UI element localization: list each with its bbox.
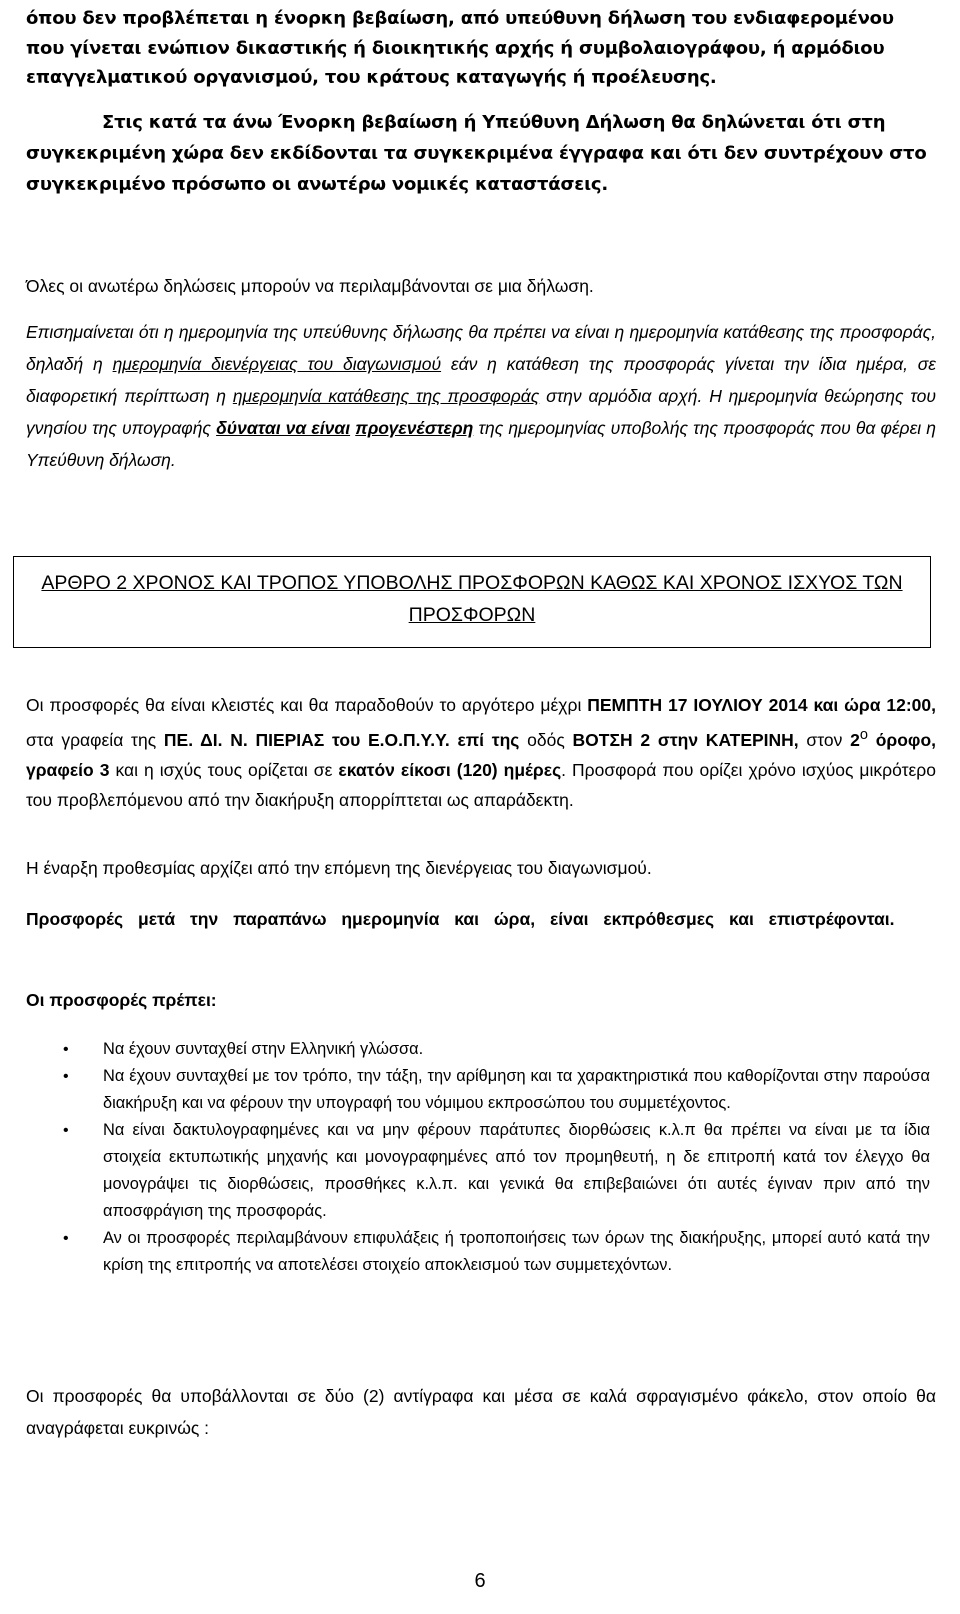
notice-text-1: Επισημαίνεται ότι η ημερομηνία της υπεύθυνης δήλωσης θα πρέπει να είναι η ημερομηνία κατάθεσης της προσφοράς, δηλαδή η [26,322,936,374]
list-item-text: Αν οι προσφορές περιλαμβάνουν επιφυλάξεις ή τροποποιήσεις των όρων της διακήρυξης, μπορεί αυτό κατά την κρίση της επιτροπής να αποτελέσει στοιχείο αποκλεισμού των συμμετεχόντων. [103,1229,930,1274]
offers-street: ΒΟΤΣΗ 2 στην ΚΑΤΕΡΙΝΗ, [572,729,799,750]
notice-underline-1: ημερομηνία διενέργειας του διαγωνισμού [112,354,442,374]
notice-paragraph [26,316,936,476]
offers-floor-superscript: ο [859,727,868,743]
list-item [0,1225,930,1279]
bullet-icon: • [63,1041,69,1058]
offers-text-4: στον [798,729,851,750]
requirements-heading: Οι προσφορές πρέπει: [26,990,217,1010]
notice-bold-underline-1: δύναται να είναι [216,418,351,438]
offers-office: ΠΕ. ΔΙ. Ν. ΠΙΕΡΙΑΣ του Ε.Ο.Π.Υ.Υ. επί της [163,729,520,750]
declaration-paragraph: Στις κατά τα άνω Ένορκη βεβαίωση ή Υπεύθυνη Δήλωση θα δηλώνεται ότι στη συγκεκριμένη χώρα δεν εκδίδονται τα συγκεκριμένα έγγραφα και ότι δεν συντρέχουν στο συγκεκριμένο πρόσωπο οι ανωτέρω νομικές καταστάσεις. [26,112,927,195]
list-item-text: Να είναι δακτυλογραφημένες και να μην φέρουν παράτυπες διορθώσεις κ.λ.π θα πρέπει να είναι με τα ίδια στοιχεία εκτυπωτικής μηχανής και μονογραφημένες από τον προμηθευτή, η δε επιτροπή κατά τον έλεγχο θα μονογράψει τις διορθώσεις, προσθήκες κ.λ.π. και γενικά θα επιβεβαιώνει ότι αυτές έγιναν πριν από την αποσφράγιση της προσφοράς. [103,1121,930,1220]
list-item [0,1117,930,1225]
late-offers-paragraph: Προσφορές μετά την παραπάνω ημερομηνία και ώρα, είναι εκπρόθεσμες και επιστρέφονται. [26,909,895,929]
article-heading-box [13,556,931,648]
requirements-list [0,1036,930,1279]
notice-text-3: στην αρμόδια αρχή. Η ημερομηνία θεώρησης του γνησίου της υπογραφής [26,386,936,438]
list-item [0,1036,930,1063]
offers-floor-office: όροφο, γραφείο 3 [26,729,936,780]
bullet-icon: • [63,1230,69,1247]
all-declarations-paragraph: Όλες οι ανωτέρω δηλώσεις μπορούν να περιλαμβάνονται σε μια δήλωση. [26,276,594,296]
offers-text-2: στα γραφεία της [26,729,164,750]
offers-text-3: οδός [519,729,573,750]
page-number: 6 [474,1570,486,1592]
offers-text-5: και η ισχύς τους ορίζεται σε [109,759,339,780]
offers-paragraph [26,690,936,815]
list-item-text: Να έχουν συνταχθεί με τον τρόπο, την τάξη, την αρίθμηση και τα χαρακτηριστικά που καθορίζονται στην παρούσα διακήρυξη και να φέρουν την υπογραφή του νόμιμου εκπροσώπου του συμμετέχοντος. [103,1067,930,1112]
list-item [0,1063,930,1117]
offers-text-1: Οι προσφορές θα είναι κλειστές και θα παραδοθούν το αργότερο μέχρι [26,695,588,715]
offers-deadline: ΠΕΜΠΤΗ 17 ΙΟΥΛΙΟΥ 2014 και ώρα 12:00, [587,695,937,715]
notice-underline-2: ημερομηνία κατάθεσης της προσφοράς [232,386,540,406]
article-heading-line1: ΑΡΘΡΟ 2 ΧΡΟΝΟΣ ΚΑΙ ΤΡΟΠΟΣ ΥΠΟΒΟΛΗΣ ΠΡΟΣΦΟΡΩΝ ΚΑΘΩΣ ΚΑΙ ΧΡΟΝΟΣ ΙΣΧΥΟΣ ΤΩΝ [41,572,903,594]
copies-paragraph: Οι προσφορές θα υποβάλλονται σε δύο (2) αντίγραφα και μέσα σε καλά σφραγισμένο φάκελο, στον οποίο θα αναγράφεται ευκρινώς : [26,1386,936,1438]
deadline-start-paragraph: Η έναρξη προθεσμίας αρχίζει από την επόμενη της διενέργειας του διαγωνισμού. [26,858,652,878]
article-heading-line2: ΠΡΟΣΦΟΡΩΝ [408,604,536,626]
notice-bold-underline-2: προγενέστερη [355,418,474,438]
notice-text-2: εάν η κατάθεση της προσφοράς γίνεται την ίδια ημέρα, σε διαφορετική περίπτωση η [26,354,936,406]
bullet-icon: • [63,1068,69,1085]
list-item-text: Να έχουν συνταχθεί στην Ελληνική γλώσσα. [103,1040,424,1058]
offers-validity: εκατόν είκοσι (120) ημέρες [338,759,562,780]
notice-text-4: της ημερομηνίας υποβολής της προσφοράς που θα φέρει η Υπεύθυνη δήλωση. [26,418,937,470]
offers-text-6: . Προσφορά που ορίζει χρόνο ισχύος μικρότερο του προβλεπόμενου από την διακήρυξη απορρίπτεται ως απαράδεκτη. [26,759,936,810]
intro-paragraph: όπου δεν προβλέπεται η ένορκη βεβαίωση, από υπεύθυνη δήλωση του ενδιαφερομένου που γίνεται ενώπιον δικαστικής ή διοικητικής αρχής ή συμβολαιογράφου, ή αρμόδιου επαγγελματικού οργανισμού, του κράτους καταγωγής ή προέλευσης. [26,8,894,88]
offers-floor-number: 2 [850,729,860,750]
article-heading [14,567,930,631]
bullet-icon: • [63,1122,69,1139]
